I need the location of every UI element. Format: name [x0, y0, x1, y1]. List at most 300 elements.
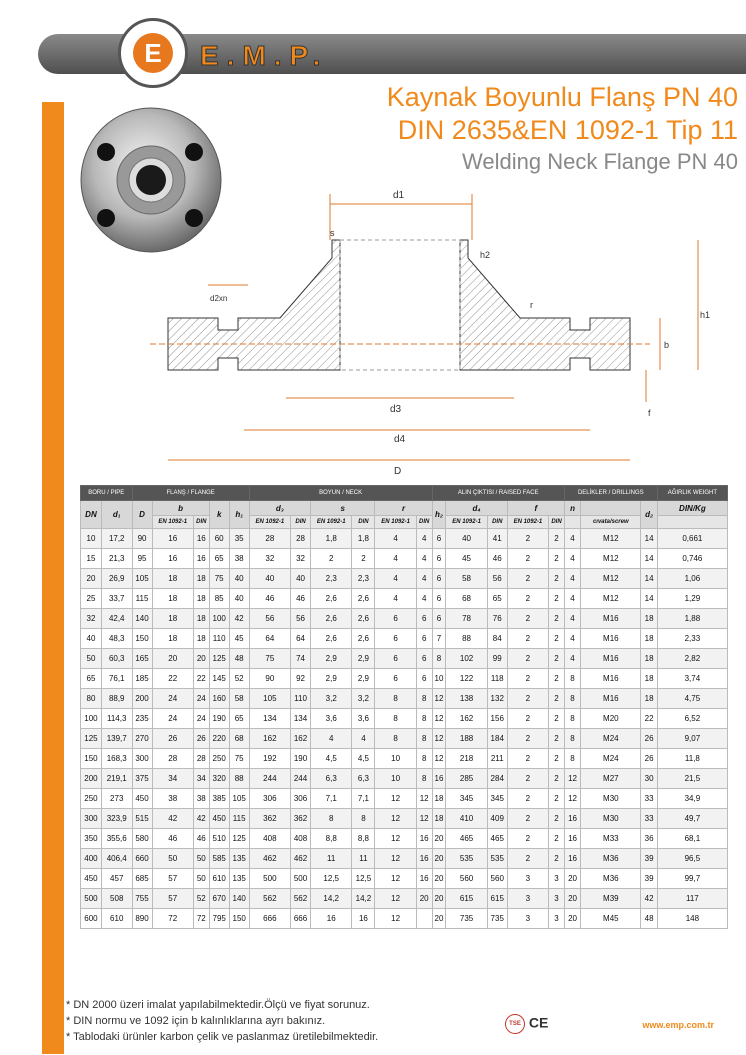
table-cell: 18: [152, 629, 193, 649]
sub-bolt: cıvata/screw: [581, 516, 641, 529]
table-cell: 35: [229, 529, 249, 549]
table-cell: 4: [564, 609, 580, 629]
table-cell: 8: [564, 689, 580, 709]
table-cell: 34: [152, 769, 193, 789]
table-cell: 117: [657, 889, 727, 909]
table-cell: 12: [564, 789, 580, 809]
table-cell: 92: [291, 669, 311, 689]
table-cell: 244: [249, 769, 290, 789]
table-cell: 14: [641, 529, 657, 549]
table-cell: 610: [101, 909, 132, 929]
table-cell: 12: [432, 729, 446, 749]
table-cell: 2: [507, 689, 548, 709]
table-cell: 21,5: [657, 769, 727, 789]
table-cell: 100: [81, 709, 102, 729]
table-row: [81, 549, 728, 569]
table-cell: 2: [549, 589, 565, 609]
table-cell: 211: [487, 749, 507, 769]
table-cell: 306: [291, 789, 311, 809]
table-cell: 250: [81, 789, 102, 809]
table-cell: 26,9: [101, 569, 132, 589]
table-cell: 6: [432, 529, 446, 549]
table-cell: 20: [193, 649, 209, 669]
table-cell: 42: [641, 889, 657, 909]
table-cell: 510: [209, 829, 229, 849]
sub-en: EN 1092-1: [446, 516, 487, 529]
table-cell: 96,5: [657, 849, 727, 869]
table-cell: 12,5: [352, 869, 375, 889]
table-cell: 33: [641, 809, 657, 829]
table-cell: 4: [375, 569, 416, 589]
table-cell: 50: [193, 849, 209, 869]
table-cell: 795: [209, 909, 229, 929]
table-cell: 139,7: [101, 729, 132, 749]
table-cell: 2: [507, 749, 548, 769]
table-cell: 8: [416, 749, 432, 769]
table-cell: 115: [132, 589, 152, 609]
table-cell: 7: [432, 629, 446, 649]
table-cell: 4: [416, 589, 432, 609]
table-cell: 1,06: [657, 569, 727, 589]
table-cell: 562: [291, 889, 311, 909]
table-cell: 2: [549, 789, 565, 809]
spec-table: [80, 485, 728, 929]
table-cell: 150: [81, 749, 102, 769]
table-cell: 2,9: [311, 649, 352, 669]
table-cell: 56: [487, 569, 507, 589]
table-cell: 105: [132, 569, 152, 589]
col-n: n: [564, 501, 580, 516]
table-cell: 409: [487, 809, 507, 829]
table-cell: 75: [249, 649, 290, 669]
table-cell: 20: [564, 869, 580, 889]
table-row: [81, 689, 728, 709]
table-cell: 24: [152, 709, 193, 729]
table-cell: 2: [507, 549, 548, 569]
table-cell: 12: [375, 809, 416, 829]
table-cell: 218: [446, 749, 487, 769]
table-cell: M39: [581, 889, 641, 909]
table-cell: 42: [152, 809, 193, 829]
title-tr: Kaynak Boyunlu Flanş PN 40: [386, 82, 738, 112]
table-cell: 2: [549, 709, 565, 729]
table-cell: M16: [581, 649, 641, 669]
sub-din: DIN: [549, 516, 565, 529]
sub-en: EN 1092-1: [249, 516, 290, 529]
table-cell: 4: [564, 589, 580, 609]
table-cell: 57: [152, 889, 193, 909]
table-cell: 2: [549, 569, 565, 589]
table-cell: 150: [229, 909, 249, 929]
table-cell: 284: [487, 769, 507, 789]
dim-d2xn: d2xn: [210, 294, 228, 303]
table-cell: 32: [291, 549, 311, 569]
table-cell: 18: [641, 689, 657, 709]
table-cell: M20: [581, 709, 641, 729]
table-row: [81, 529, 728, 549]
table-cell: 52: [193, 889, 209, 909]
table-cell: 28: [152, 749, 193, 769]
table-cell: 8: [375, 689, 416, 709]
table-cell: 18: [641, 609, 657, 629]
group-flange: FLANŞ / FLANGE: [132, 486, 249, 501]
table-cell: 58: [229, 689, 249, 709]
table-cell: 45: [446, 549, 487, 569]
table-cell: 8: [311, 809, 352, 829]
table-cell: 1,8: [311, 529, 352, 549]
table-row: [81, 669, 728, 689]
table-row: [81, 649, 728, 669]
table-cell: 80: [81, 689, 102, 709]
table-cell: 100: [209, 609, 229, 629]
table-cell: 8: [416, 769, 432, 789]
table-cell: 18: [193, 609, 209, 629]
dim-D: D: [394, 466, 402, 477]
table-cell: 406,4: [101, 849, 132, 869]
table-cell: 12: [416, 809, 432, 829]
table-cell: 285: [446, 769, 487, 789]
table-cell: 610: [209, 869, 229, 889]
sub-din: DIN: [487, 516, 507, 529]
table-cell: 8: [564, 729, 580, 749]
table-cell: 60: [209, 529, 229, 549]
table-cell: 68: [229, 729, 249, 749]
table-cell: 8: [564, 669, 580, 689]
table-cell: 6,3: [352, 769, 375, 789]
sub-blank: [564, 516, 580, 529]
table-cell: M12: [581, 589, 641, 609]
table-cell: 2,82: [657, 649, 727, 669]
table-row: [81, 769, 728, 789]
table-cell: 88,9: [101, 689, 132, 709]
table-cell: 2: [507, 569, 548, 589]
table-cell: M45: [581, 909, 641, 929]
table-cell: 10: [81, 529, 102, 549]
table-cell: 4,5: [311, 749, 352, 769]
table-cell: 39: [641, 849, 657, 869]
table-cell: 45: [229, 629, 249, 649]
table-cell: 102: [446, 649, 487, 669]
table-cell: 8: [432, 649, 446, 669]
col-f: f: [507, 501, 564, 516]
table-cell: 6: [416, 649, 432, 669]
table-cell: 20: [564, 909, 580, 929]
dim-h2: h2: [480, 250, 491, 260]
table-cell: M36: [581, 849, 641, 869]
table-cell: 18: [641, 649, 657, 669]
table-cell: 2,9: [311, 669, 352, 689]
table-cell: M12: [581, 569, 641, 589]
table-cell: M12: [581, 529, 641, 549]
table-cell: 3: [507, 869, 548, 889]
table-cell: 385: [209, 789, 229, 809]
table-cell: 50: [81, 649, 102, 669]
table-cell: 40: [229, 589, 249, 609]
table-cell: 46: [152, 829, 193, 849]
table-cell: M12: [581, 549, 641, 569]
sub-blank: [657, 516, 727, 529]
table-cell: 666: [249, 909, 290, 929]
table-cell: 300: [132, 749, 152, 769]
table-row: [81, 569, 728, 589]
table-cell: 8: [564, 709, 580, 729]
table-cell: 56: [291, 609, 311, 629]
table-cell: 4: [375, 549, 416, 569]
table-cell: 57: [152, 869, 193, 889]
sub-din: DIN: [291, 516, 311, 529]
table-cell: 465: [487, 829, 507, 849]
table-cell: 6: [416, 609, 432, 629]
table-cell: 48: [229, 649, 249, 669]
table-cell: 20: [432, 849, 446, 869]
table-cell: 0,661: [657, 529, 727, 549]
table-cell: 3: [507, 889, 548, 909]
table-cell: M27: [581, 769, 641, 789]
table-cell: 65: [81, 669, 102, 689]
ce-mark: CE: [528, 1014, 549, 1031]
table-cell: 200: [81, 769, 102, 789]
table-cell: 515: [132, 809, 152, 829]
table-cell: 2: [549, 629, 565, 649]
table-cell: 41: [487, 529, 507, 549]
table-cell: 18: [193, 569, 209, 589]
table-cell: 16: [564, 849, 580, 869]
table-row: [81, 849, 728, 869]
table-cell: 118: [487, 669, 507, 689]
table-cell: 670: [209, 889, 229, 909]
table-cell: 105: [229, 789, 249, 809]
col-r: r: [375, 501, 432, 516]
table-cell: 6: [432, 569, 446, 589]
table-cell: 2: [549, 729, 565, 749]
table-cell: 122: [446, 669, 487, 689]
table-cell: 0,746: [657, 549, 727, 569]
table-cell: 16: [416, 849, 432, 869]
table-cell: 9,07: [657, 729, 727, 749]
table-cell: 8: [416, 729, 432, 749]
dim-d3: d3: [390, 404, 402, 415]
table-cell: 4: [311, 729, 352, 749]
table-cell: 2: [549, 809, 565, 829]
dim-d4: d4: [394, 434, 406, 445]
table-cell: 6: [375, 629, 416, 649]
table-cell: 2,6: [352, 629, 375, 649]
table-cell: 76,1: [101, 669, 132, 689]
table-cell: 39: [641, 869, 657, 889]
table-cell: 3,6: [311, 709, 352, 729]
table-cell: 72: [152, 909, 193, 929]
table-cell: 8,8: [311, 829, 352, 849]
table-cell: 11: [352, 849, 375, 869]
tse-mark: TSE: [505, 1014, 525, 1034]
table-cell: 99,7: [657, 869, 727, 889]
table-cell: 562: [249, 889, 290, 909]
table-cell: 6: [416, 629, 432, 649]
note-1: * DN 2000 üzeri imalat yapılabilmektedir.Ölçü ve fiyat sorunuz.: [66, 999, 370, 1011]
table-cell: 145: [209, 669, 229, 689]
table-cell: 10: [375, 769, 416, 789]
table-cell: 535: [487, 849, 507, 869]
table-cell: 345: [446, 789, 487, 809]
table-cell: 20: [152, 649, 193, 669]
table-cell: 14,2: [311, 889, 352, 909]
table-row: [81, 809, 728, 829]
table-cell: 50: [152, 849, 193, 869]
table-cell: 46: [193, 829, 209, 849]
table-cell: 18: [152, 589, 193, 609]
table-cell: 244: [291, 769, 311, 789]
table-cell: 14,2: [352, 889, 375, 909]
table-cell: 14: [641, 569, 657, 589]
table-cell: 18: [193, 629, 209, 649]
table-cell: 235: [132, 709, 152, 729]
sub-en: EN 1092-1: [152, 516, 193, 529]
table-cell: M33: [581, 829, 641, 849]
table-cell: 190: [291, 749, 311, 769]
table-cell: 16: [416, 829, 432, 849]
table-cell: 4,75: [657, 689, 727, 709]
table-cell: 16: [311, 909, 352, 929]
table-cell: M16: [581, 629, 641, 649]
table-row: [81, 709, 728, 729]
table-cell: 408: [291, 829, 311, 849]
table-cell: 50: [193, 869, 209, 889]
table-cell: 560: [487, 869, 507, 889]
table-cell: 28: [249, 529, 290, 549]
table-row: [81, 789, 728, 809]
table-cell: 12: [432, 689, 446, 709]
table-cell: 3: [549, 909, 565, 929]
brand-name: E.M.P.: [200, 40, 329, 71]
table-cell: M16: [581, 609, 641, 629]
table-cell: 345: [487, 789, 507, 809]
table-cell: 184: [487, 729, 507, 749]
table-cell: 88: [229, 769, 249, 789]
table-cell: 46: [487, 549, 507, 569]
table-cell: 8: [352, 809, 375, 829]
table-cell: 2,6: [352, 589, 375, 609]
table-cell: 12: [375, 889, 416, 909]
table-cell: 26: [193, 729, 209, 749]
table-cell: 3,2: [352, 689, 375, 709]
table-cell: 16: [564, 809, 580, 829]
table-cell: 17,2: [101, 529, 132, 549]
table-cell: 114,3: [101, 709, 132, 729]
table-cell: 12: [375, 869, 416, 889]
table-cell: 4: [564, 569, 580, 589]
table-cell: 8: [375, 729, 416, 749]
table-cell: 375: [132, 769, 152, 789]
flange-drawing: [150, 180, 710, 480]
table-cell: 585: [209, 849, 229, 869]
table-cell: 12: [375, 909, 416, 929]
table-cell: 6: [416, 669, 432, 689]
table-cell: 2: [549, 549, 565, 569]
table-cell: 3: [549, 869, 565, 889]
table-cell: 16: [416, 869, 432, 889]
table-cell: 4: [375, 589, 416, 609]
table-cell: 72: [193, 909, 209, 929]
table-cell: 2: [507, 649, 548, 669]
table-cell: 2: [507, 529, 548, 549]
table-cell: 7,1: [352, 789, 375, 809]
table-cell: 2: [507, 769, 548, 789]
table-cell: 666: [291, 909, 311, 929]
table-cell: 26: [641, 729, 657, 749]
sub-din: DIN: [352, 516, 375, 529]
table-cell: 24: [193, 709, 209, 729]
group-drillings: DELİKLER / DRILLINGS: [564, 486, 657, 501]
table-cell: 2: [549, 829, 565, 849]
table-cell: 65: [487, 589, 507, 609]
table-cell: 12: [375, 849, 416, 869]
table-cell: 2: [507, 669, 548, 689]
group-pipe: BORU / PIPE: [81, 486, 133, 501]
table-cell: 600: [81, 909, 102, 929]
table-cell: 32: [81, 609, 102, 629]
table-cell: 615: [446, 889, 487, 909]
table-cell: 2: [507, 809, 548, 829]
table-cell: 65: [229, 709, 249, 729]
table-cell: 8: [564, 749, 580, 769]
table-cell: 140: [229, 889, 249, 909]
table-cell: 21,3: [101, 549, 132, 569]
table-cell: 6: [375, 669, 416, 689]
table-row: [81, 609, 728, 629]
table-cell: 26: [152, 729, 193, 749]
table-cell: 48,3: [101, 629, 132, 649]
table-cell: 88: [446, 629, 487, 649]
table-cell: 2: [507, 629, 548, 649]
col-s: s: [311, 501, 375, 516]
table-cell: 12: [564, 769, 580, 789]
table-cell: 2: [507, 729, 548, 749]
table-cell: 735: [446, 909, 487, 929]
table-cell: 14: [641, 549, 657, 569]
table-cell: 6: [375, 609, 416, 629]
table-cell: 4,5: [352, 749, 375, 769]
table-cell: 2: [507, 789, 548, 809]
table-cell: 4: [375, 529, 416, 549]
table-cell: 38: [229, 549, 249, 569]
table-cell: 165: [132, 649, 152, 669]
table-cell: 12: [375, 789, 416, 809]
table-cell: 16: [152, 529, 193, 549]
table-cell: 125: [81, 729, 102, 749]
sub-en: EN 1092-1: [507, 516, 548, 529]
website-link[interactable]: www.emp.com.tr: [642, 1020, 714, 1030]
dim-f: f: [648, 408, 651, 418]
table-cell: 22: [152, 669, 193, 689]
table-cell: 105: [249, 689, 290, 709]
table-cell: 580: [132, 829, 152, 849]
table-cell: M16: [581, 669, 641, 689]
table-cell: 40: [229, 569, 249, 589]
table-cell: 18: [193, 589, 209, 609]
table-row: [81, 729, 728, 749]
logo-letter: E: [133, 33, 173, 73]
table-cell: 6,52: [657, 709, 727, 729]
table-cell: 2: [549, 849, 565, 869]
table-row: [81, 749, 728, 769]
col-k: k: [209, 501, 229, 529]
table-cell: 28: [291, 529, 311, 549]
table-cell: 11,8: [657, 749, 727, 769]
table-cell: 8,8: [352, 829, 375, 849]
table-cell: 2: [507, 589, 548, 609]
table-cell: 24: [152, 689, 193, 709]
table-cell: 8: [416, 689, 432, 709]
